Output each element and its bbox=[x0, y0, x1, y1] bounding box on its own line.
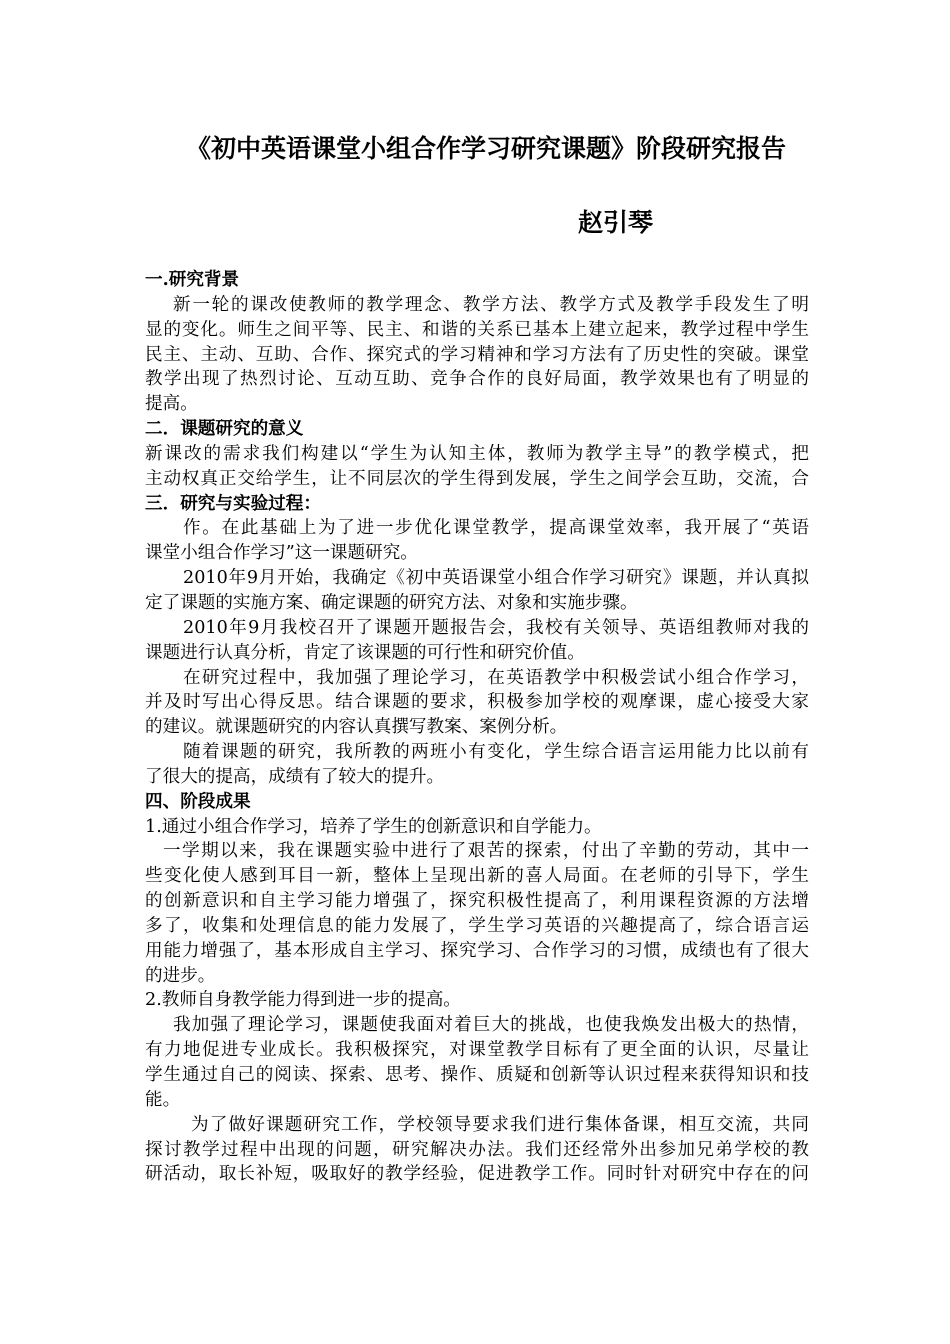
body-line: 课题进行认真分析，肯定了该课题的可行性和研究价值。 bbox=[145, 642, 585, 663]
body-line: 课堂小组合作学习”这一课题研究。 bbox=[145, 543, 418, 564]
body-line: 的创新意识和自主学习能力增强了，探究积极性提高了，利用课程资源的方法增 bbox=[145, 891, 809, 912]
body-line: 教学出现了热烈讨论、互动互助、竞争合作的良好局面，教学效果也有了明显的 bbox=[145, 369, 809, 390]
body-line: 一学期以来，我在课题实验中进行了艰苦的探索，付出了辛勤的劳动，其中一 bbox=[163, 841, 809, 862]
body-line: 了很大的提高，成绩有了较大的提升。 bbox=[145, 766, 445, 787]
section-heading: 一.研究背景 bbox=[145, 269, 240, 290]
body-line: 我加强了理论学习，课题使我面对着巨大的挑战，也使我焕发出极大的热情， bbox=[173, 1015, 809, 1036]
body-line: 的建议。就课题研究的内容认真撰写教案、案例分析。 bbox=[145, 717, 568, 738]
body-line: 为了做好课题研究工作，学校领导要求我们进行集体备课，相互交流，共同 bbox=[191, 1114, 809, 1135]
body-line: 在研究过程中，我加强了理论学习，在英语教学中积极尝试小组合作学习， bbox=[183, 667, 809, 688]
body-line: 民主、主动、互助、合作、探究式的学习精神和学习方法有了历史性的突破。课堂 bbox=[145, 344, 809, 365]
section-heading: 四、阶段成果 bbox=[145, 790, 251, 812]
body-line: 新一轮的课改使教师的教学理念、教学方法、教学方式及教学手段发生了明 bbox=[173, 294, 809, 315]
body-line: 用能力增强了，基本形成自主学习、探究学习、合作学习的习惯，成绩也有了很大 bbox=[145, 940, 809, 961]
body-line: 2.教师自身教学能力得到进一步的提高。 bbox=[145, 990, 461, 1011]
section-heading: 二．课题研究的意义 bbox=[145, 418, 304, 440]
body-line: 些变化使人感到耳目一新，整体上呈现出新的喜人局面。在老师的引导下，学生 bbox=[145, 866, 809, 887]
body-line: 的进步。 bbox=[145, 965, 216, 986]
document-title: 《初中英语课堂小组合作学习研究课题》阶段研究报告 bbox=[186, 134, 787, 163]
document-author: 赵引琴 bbox=[578, 208, 654, 237]
body-line: 学生通过自己的阅读、探索、思考、操作、质疑和创新等认识过程来获得知识和技 bbox=[145, 1065, 809, 1085]
document-body bbox=[145, 268, 809, 1187]
body-line: 2010年9月我校召开了课题开题报告会，我校有关领导、英语组教师对我的 bbox=[183, 617, 809, 638]
body-line: 新课改的需求我们构建以“学生为认知主体，教师为教学主导”的教学模式，把 bbox=[145, 443, 809, 464]
body-line: 探讨教学过程中出现的问题，研究解决办法。我们还经常外出参加兄弟学校的教 bbox=[145, 1139, 809, 1160]
body-line: 提高。 bbox=[145, 394, 198, 415]
body-line: 主动权真正交给学生，让不同层次的学生得到发展，学生之间学会互助，交流，合 bbox=[145, 468, 809, 489]
body-line: 2010年9月开始，我确定《初中英语课堂小组合作学习研究》课题，并认真拟 bbox=[183, 568, 809, 589]
body-line: 有力地促进专业成长。我积极探究，对课堂教学目标有了更全面的认识，尽量让 bbox=[145, 1040, 809, 1061]
body-line: 多了，收集和处理信息的能力发展了，学生学习英语的兴趣提高了，综合语言运 bbox=[145, 915, 809, 936]
body-line: 定了课题的实施方案、确定课题的研究方法、对象和实施步骤。 bbox=[145, 592, 638, 613]
body-line: 能。 bbox=[145, 1089, 181, 1110]
body-line: 作。在此基础上为了进一步优化课堂教学，提高课堂效率，我开展了“英语 bbox=[183, 518, 809, 539]
body-line: 显的变化。师生之间平等、民主、和谐的关系已基本上建立起来，教学过程中学生 bbox=[145, 319, 809, 340]
body-line: 并及时写出心得反思。结合课题的要求，积极参加学校的观摩课，虚心接受大家 bbox=[145, 692, 809, 713]
section-heading: 三．研究与实验过程： bbox=[145, 492, 321, 514]
body-line: 1.通过小组合作学习，培养了学生的创新意识和自学能力。 bbox=[145, 816, 602, 837]
body-line: 研活动，取长补短，吸取好的教学经验，促进教学工作。同时针对研究中存在的问 bbox=[145, 1164, 809, 1185]
body-line: 随着课题的研究，我所教的两班小有变化，学生综合语言运用能力比以前有 bbox=[183, 742, 809, 763]
